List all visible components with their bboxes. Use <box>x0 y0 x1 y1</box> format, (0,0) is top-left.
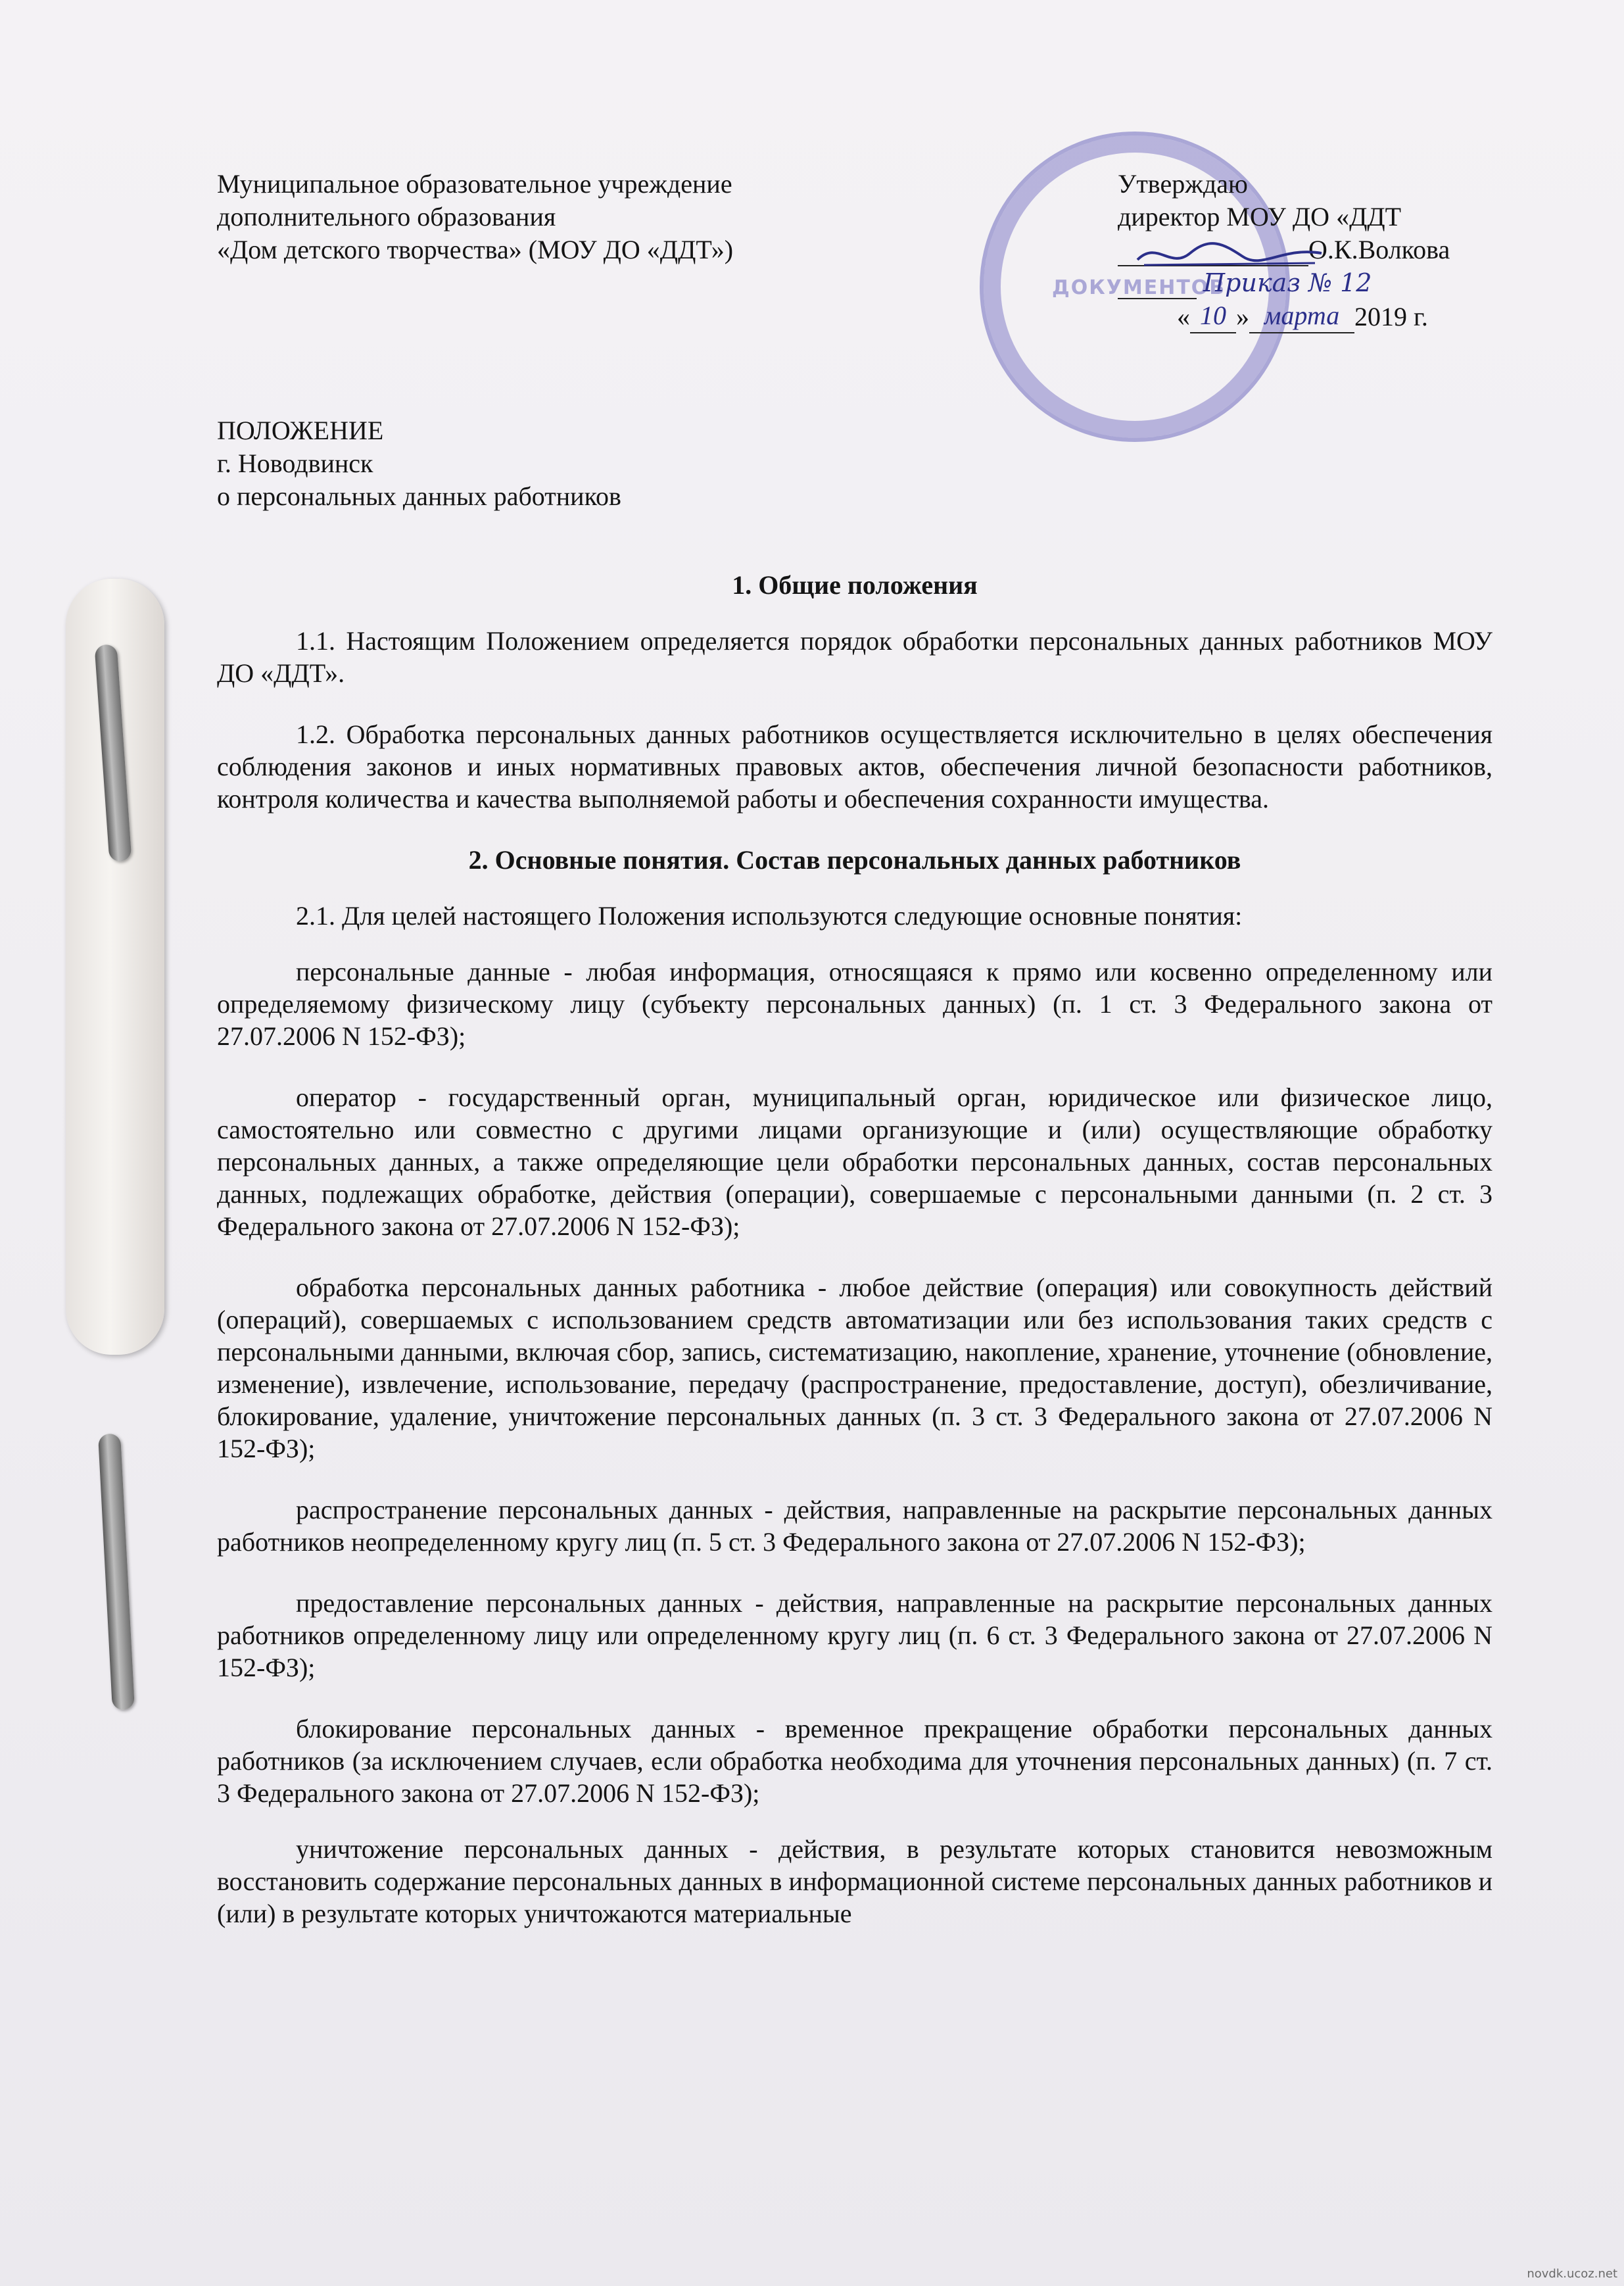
section-heading: 1. Общие положения <box>732 570 978 600</box>
document-body <box>217 569 1493 1930</box>
stamp-label: ДОКУМЕНТОВ <box>1052 276 1226 299</box>
organization-block <box>217 168 940 266</box>
order-handwritten: Приказ № 12 <box>1203 268 1372 297</box>
paragraph: персональные данные - любая информация, относящаяся к прямо или косвенно определенному или определяемому физическому лицу (субъекту персональных данных) (п. 1 ст. 3 Федерального закона от 27.07.2006 N 152-ФЗ); <box>217 957 1493 1051</box>
date-month: марта <box>1249 299 1354 333</box>
date-year: 2019 г. <box>1354 302 1428 331</box>
org-line: «Дом детского творчества» (МОУ ДО «ДДТ») <box>217 235 734 264</box>
fastener-prong-bottom <box>98 1433 135 1710</box>
paragraph: 1.1. Настоящим Положением определяется порядок обработки персональных данных работников МОУ ДО «ДДТ». <box>217 626 1493 688</box>
paragraph: уничтожение персональных данных - действия, в результате которых становится невозможным восстановить содержание персональных данных в информационной системе персональных данных работников и (или) в результате которых уничтожаются материальные <box>217 1834 1493 1928</box>
document-type: ПОЛОЖЕНИЕ <box>217 416 384 445</box>
paragraph: 1.2. Обработка персональных данных работников осуществляется исключительно в целях обеспечения соблюдения законов и иных нормативных правовых актов, обеспечения личной безопасности работников, контроля количества и качества выполняемой работы и обеспечения сохранности имущества. <box>217 719 1493 814</box>
document-subject: о персональных данных работников <box>217 481 621 511</box>
paragraph: блокирование персональных данных - временное прекращение обработки персональных данных работников (за исключением случаев, если обработка необходима для уточнения персональных данных) (п. 7 ст. 3 Федерального закона от 27.07.2006 N 152-ФЗ); <box>217 1714 1493 1808</box>
org-line: дополнительного образования <box>217 202 556 231</box>
approve-label: Утверждаю <box>1118 169 1248 199</box>
org-line: Муниципальное образовательное учреждение <box>217 169 732 199</box>
approval-date <box>1118 299 1539 332</box>
paragraph: обработка персональных данных работника - любое действие (операция) или совокупность действий (операций), совершаемых с использованием средств автоматизации или без использования таких средств с персональными данными, включая сбор, запись, систематизацию, накопление, хранение, уточнение (обновление, изменение), извлечение, использование, передачу (распространение, предоставление, доступ), обезличивание, блокирование, удаление, уничтожение персональных данных (п. 3 ст. 3 Федерального закона от 27.07.2006 N 152-ФЗ); <box>217 1273 1493 1463</box>
date-day: 10 <box>1190 299 1236 333</box>
approver-name: О.К.Волкова <box>1308 235 1450 264</box>
section-heading: 2. Основные понятия. Состав персональных данных работников <box>468 845 1241 875</box>
document-title-block <box>217 414 1137 513</box>
date-quote: « <box>1177 302 1190 331</box>
paragraph: 2.1. Для целей настоящего Положения используются следующие основные понятия: <box>296 901 1243 931</box>
signature-scribble <box>1131 233 1328 273</box>
approver-position: директор МОУ ДО «ДДТ <box>1118 202 1402 231</box>
binder-fastener <box>39 579 191 1368</box>
date-quote: » <box>1236 302 1249 331</box>
paragraph: предоставление персональных данных - действия, направленные на раскрытие персональных данных работников определенному лицу или определенному кругу лиц (п. 6 ст. 3 Федерального закона от 27.07.2006 N 152-ФЗ); <box>217 1588 1493 1682</box>
paragraph: оператор - государственный орган, муниципальный орган, юридическое или физическое лицо, самостоятельно или совместно с другими лицами организующие и (или) осуществляющие обработку персональных данных, а также определяющие цели обработки персональных данных, состав персональных данных, подлежащих обработке, действия (операции), совершаемые с персональными данными (п. 2 ст. 3 Федерального закона от 27.07.2006 N 152-ФЗ); <box>217 1082 1493 1241</box>
paragraph: распространение персональных данных - действия, направленные на раскрытие персональных данных работников неопределенному кругу лиц (п. 5 ст. 3 Федерального закона от 27.07.2006 N 152-ФЗ); <box>217 1495 1493 1557</box>
document-city: г. Новодвинск <box>217 449 373 478</box>
site-watermark: novdk.ucoz.net <box>1527 2267 1617 2281</box>
